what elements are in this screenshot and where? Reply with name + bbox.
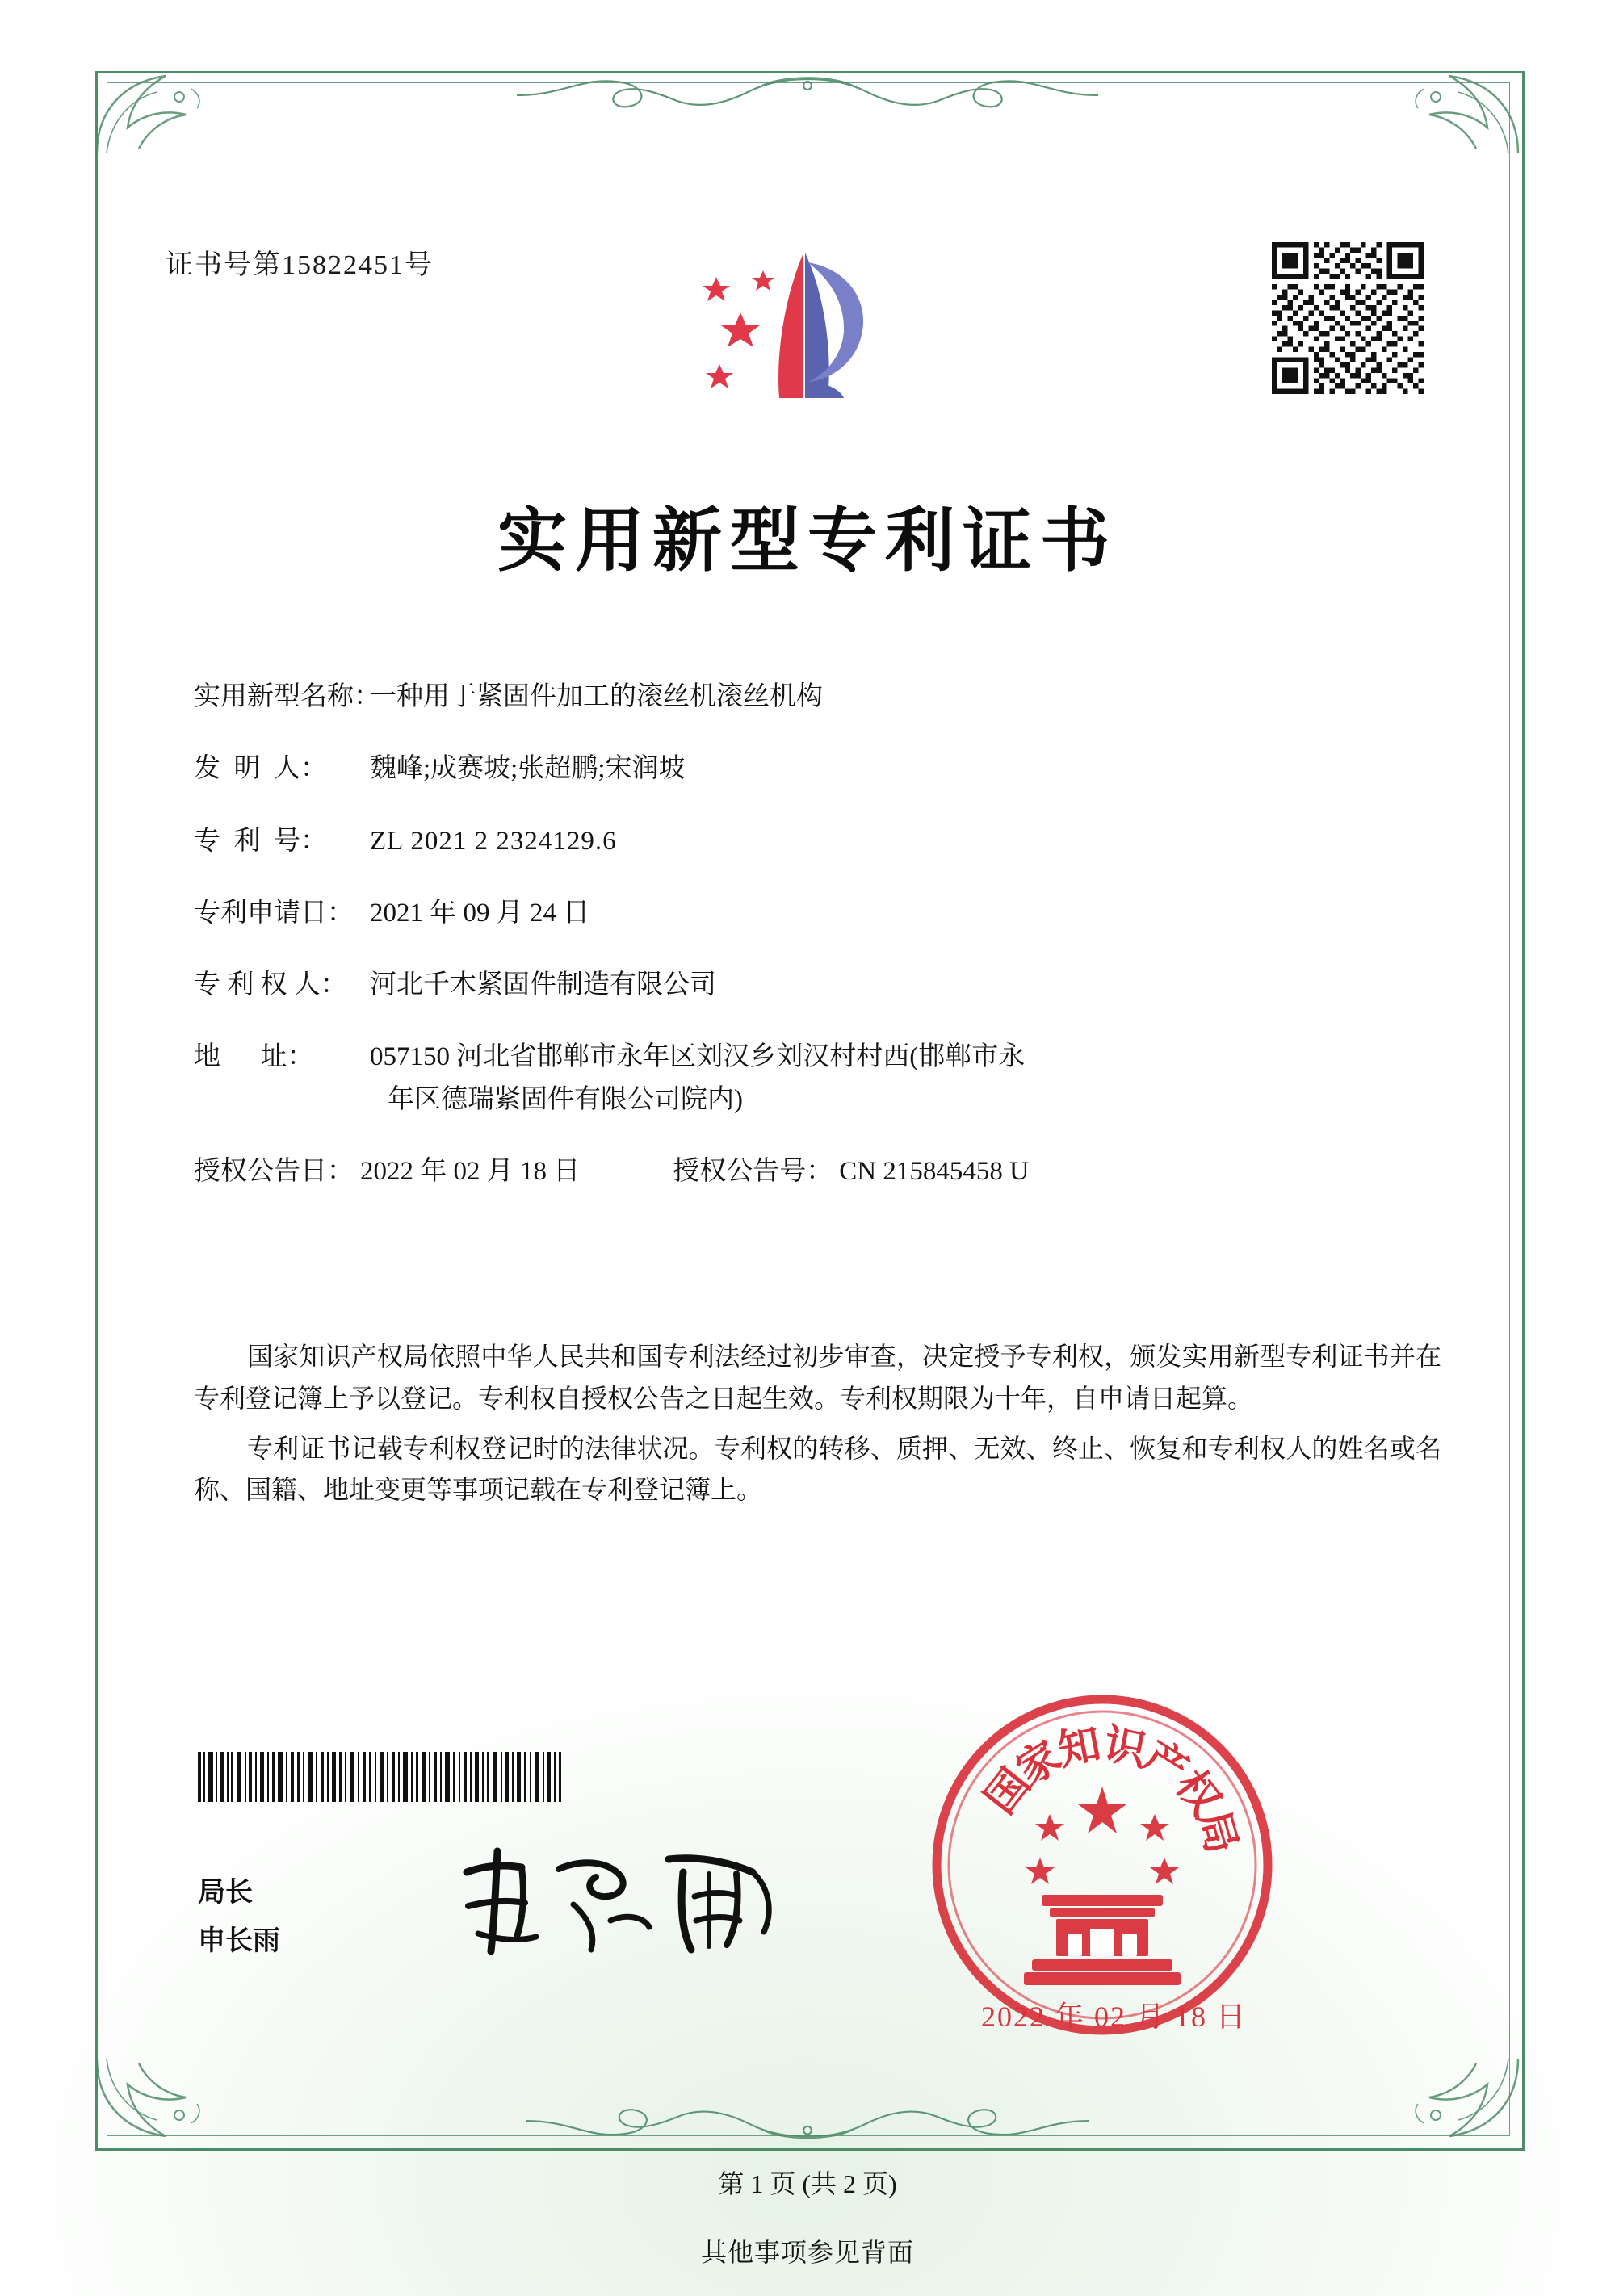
patent-office-logo-icon bbox=[682, 238, 933, 416]
field-value: 一种用于紧固件加工的滚丝机滚丝机构 bbox=[370, 682, 823, 711]
field-label: 地 址： bbox=[194, 1042, 314, 1072]
paragraph-2: 专利证书记载专利权登记时的法律状况。专利权的转移、质押、无效、终止、恢复和专利权人的姓名或名称、国籍、地址变更等事项记载在专利登记簿上。 bbox=[194, 1433, 1441, 1505]
seal-date: 2022 年 02 月 18 日 bbox=[981, 2001, 1248, 2033]
bottom-flourish-ornament-icon bbox=[517, 2097, 1098, 2147]
page-number: 第 1 页 (共 2 页) bbox=[718, 2169, 897, 2198]
svg-text:产: 产 bbox=[1135, 1732, 1196, 1795]
field-row-inventors bbox=[194, 754, 1454, 783]
field-label: 授权公告日： bbox=[194, 1157, 354, 1187]
top-flourish-ornament-icon bbox=[517, 68, 1098, 119]
field-value: 2021 年 09 月 24 日 bbox=[370, 898, 590, 928]
paragraph-1: 国家知识产权局依照中华人民共和国专利法经过初步审查，决定授予专利权，颁发实用新型专利证书并在专利登记簿上予以登记。专利权自授权公告之日起生效。专利权期限为十年，自申请日起算。 bbox=[194, 1342, 1441, 1413]
address-line-2: 年区德瑞紧固件有限公司院内) bbox=[388, 1084, 743, 1114]
director-title-label: 局长 bbox=[198, 1878, 253, 1908]
field-value: 2022 年 02 月 18 日 bbox=[360, 1157, 581, 1187]
director-name-label: 申长雨 bbox=[198, 1925, 280, 1956]
national-ip-administration-red-seal-icon bbox=[929, 1691, 1276, 2038]
field-row-address bbox=[194, 1042, 1454, 1114]
svg-text:局: 局 bbox=[1189, 1805, 1245, 1859]
back-side-note: 其他事项参见背面 bbox=[700, 2238, 914, 2267]
field-value: ZL 2021 2 2324129.6 bbox=[370, 826, 617, 856]
field-label: 授权公告号： bbox=[673, 1157, 833, 1187]
field-label: 实用新型名称： bbox=[194, 682, 380, 711]
signature-labels bbox=[198, 1869, 280, 1965]
page-title: 实用新型专利证书 bbox=[497, 502, 1118, 580]
grant-date-group bbox=[194, 1157, 580, 1186]
certificate-fields bbox=[194, 682, 1454, 1194]
field-label: 专利申请日： bbox=[194, 898, 354, 928]
svg-text:家: 家 bbox=[1009, 1732, 1069, 1795]
field-label: 发 明 人： bbox=[194, 754, 327, 784]
field-row-grant-announcement bbox=[194, 1157, 1454, 1186]
corner-ornament-icon bbox=[89, 65, 210, 161]
corner-ornament-icon bbox=[89, 2051, 210, 2147]
field-value: CN 215845458 U bbox=[839, 1157, 1029, 1187]
grant-number-group bbox=[673, 1157, 1029, 1186]
field-value: 魏峰;成赛坡;张超鹏;宋润坡 bbox=[370, 754, 686, 784]
certificate-number: 证书号第15822451号 bbox=[166, 250, 434, 280]
field-row-utility-model-name bbox=[194, 682, 1454, 711]
field-value: 河北千木紧固件制造有限公司 bbox=[370, 970, 716, 1000]
barcode-icon bbox=[198, 1752, 602, 1802]
field-row-patentee bbox=[194, 970, 1454, 999]
certificate-body-text bbox=[194, 1336, 1441, 1519]
handwritten-signature-icon bbox=[452, 1837, 791, 1966]
qr-code-icon bbox=[1272, 242, 1424, 394]
svg-text:国: 国 bbox=[977, 1761, 1040, 1823]
field-row-application-date bbox=[194, 899, 1454, 928]
svg-text:权: 权 bbox=[1166, 1762, 1229, 1825]
field-row-patent-number bbox=[194, 827, 1454, 856]
field-label: 专 利 号： bbox=[194, 826, 327, 856]
field-label: 专 利 权 人： bbox=[194, 970, 347, 1000]
svg-text:知: 知 bbox=[1054, 1721, 1105, 1775]
corner-ornament-icon bbox=[1405, 2051, 1526, 2147]
svg-text:识: 识 bbox=[1100, 1721, 1151, 1775]
field-value bbox=[370, 1042, 1454, 1114]
corner-ornament-icon bbox=[1405, 65, 1526, 161]
address-line-1: 057150 河北省邯郸市永年区刘汉乡刘汉村村西(邯郸市永 bbox=[370, 1042, 1026, 1072]
